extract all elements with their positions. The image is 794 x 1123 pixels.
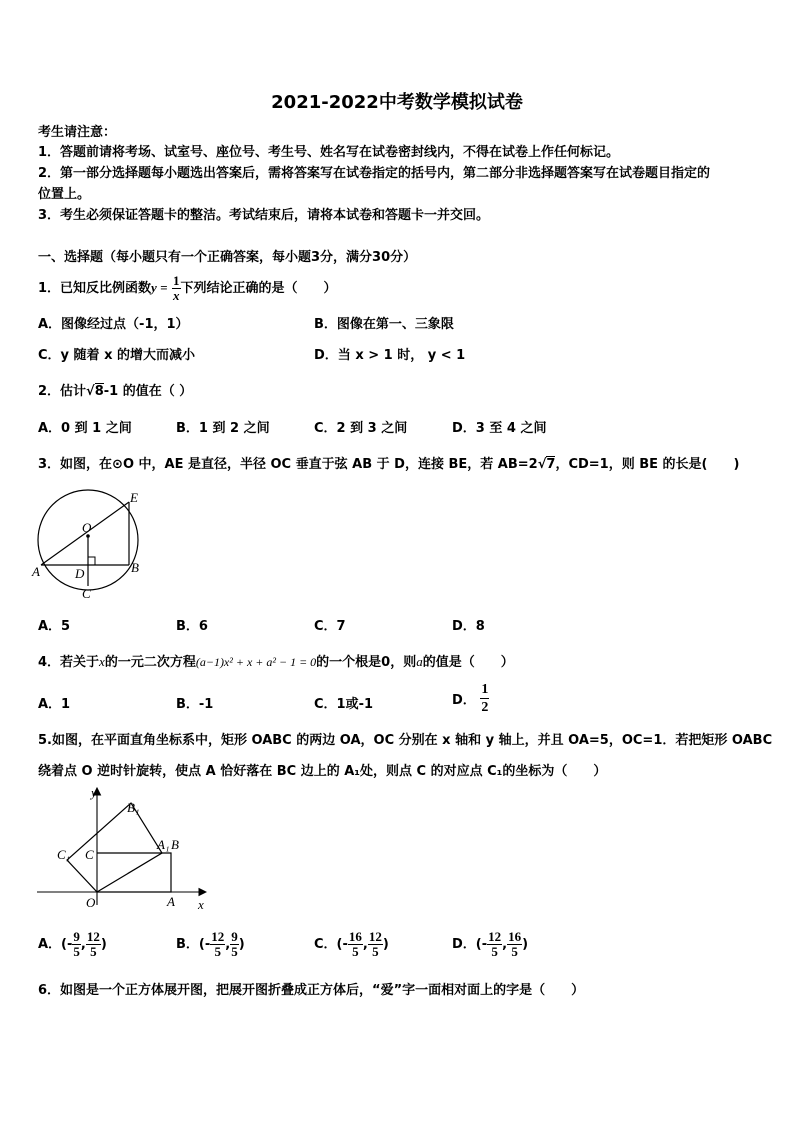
close-paren: ) [100,937,107,952]
q4-equation: (a−1)x² + x + a² − 1 = 0 [195,655,317,669]
frac-den: 5 [372,944,379,959]
q5-d-frac-2 [507,930,522,959]
label-b1: B₁ [127,800,140,815]
q4-d-den: 2 [481,700,489,715]
notice-heading: 考生请注意： [38,125,117,140]
q2-stem [38,380,192,399]
q5-option-a[interactable] [38,930,107,959]
frac-num: 12 [86,929,100,944]
q3-circle-figure [30,488,150,603]
q5-option-b[interactable] [176,930,245,959]
sqrt-icon: √ [537,457,547,472]
notice-item-3: 3．考生必须保证答题卡的整洁。考试结束后，请将本试卷和答题卡一并交回。 [38,208,490,223]
label-b: B [131,560,139,575]
q1-prefix: 1．已知反比例函数 [38,281,152,296]
q5-b-prefix: B．(- [176,937,211,952]
q3-text-b: ，CD=1，则 BE 的长是( ) [555,457,740,472]
q2-option-d[interactable]: D．3 至 4 之间 [452,421,547,436]
q2-option-b[interactable]: B．1 到 2 之间 [176,421,270,436]
q4-stem [38,651,514,670]
sqrt-icon: √ [86,384,95,399]
q4-text-d: 的值是（ ） [422,655,514,670]
frac-num: 12 [368,929,382,944]
q3-stem [38,453,739,472]
q4-var-x: x [99,654,105,669]
q1-option-b[interactable]: B．图像在第一、三象限 [314,317,454,332]
q1-stem [38,274,337,303]
label-a: A [167,894,175,909]
q5-c-frac-1 [348,930,363,959]
frac-den: 5 [214,944,221,959]
frac-num: 9 [231,929,238,944]
q5-d-prefix: D．(- [452,937,488,952]
q4-option-c[interactable]: C．1或-1 [314,697,374,712]
comma: , [225,937,231,952]
label-o: O [82,520,92,535]
q5-line-1: 5.如图，在平面直角坐标系中，矩形 OABC 的两边 OA，OC 分别在 x 轴和 y 轴上，并且 OA=5，OC=1．若把矩形 OABC [38,733,773,748]
q4-d-fraction [480,681,489,716]
q5-option-d[interactable] [452,930,528,959]
comma: , [502,937,508,952]
frac-num: 16 [348,929,362,944]
q1-option-c[interactable]: C．y 随着 x 的增大而减小 [38,348,195,363]
q2-option-c[interactable]: C．2 到 3 之间 [314,421,408,436]
q5-a-frac-2 [86,930,101,959]
q3-text-a: 3．如图，在⊙O 中，AE 是直径，半径 OC 垂直于弦 AB 于 D，连接 BE，若 AB=2 [38,457,538,472]
q4-text-b: 的一元二次方程 [104,655,196,670]
frac-den: 5 [90,944,97,959]
q4-option-a[interactable]: A．1 [38,697,71,712]
label-c: C [85,847,94,862]
page-title: 2021-2022中考数学模拟试卷 [271,92,523,113]
q3-option-d[interactable]: D．8 [452,619,485,634]
q2-suffix: -1 的值在（ ） [103,384,193,399]
q5-b-frac-1 [210,930,225,959]
notice-item-2-cont: 位置上。 [38,187,91,202]
label-e: E [130,490,138,505]
q4-d-num: 1 [481,682,489,697]
frac-num: 9 [73,929,80,944]
q3-option-a[interactable]: A．5 [38,619,71,634]
comma: , [362,937,368,952]
q1-fraction [172,274,181,303]
frac-den: 5 [352,944,359,959]
axis-label-y: y [91,785,97,800]
frac-num: 12 [211,929,225,944]
label-b: B [171,837,179,852]
label-c1: C₁ [57,847,71,862]
q2-radicand: 8 [94,384,104,399]
q5-a-frac-1 [72,930,81,959]
q4-option-b[interactable]: B．-1 [176,697,214,712]
close-paren: ) [522,937,529,952]
q3-radicand: 7 [546,457,556,472]
close-paren: ) [238,937,245,952]
q4-var-a: a [416,654,423,669]
frac-den: 5 [511,944,518,959]
q3-option-b[interactable]: B．6 [176,619,208,634]
label-o: O [86,895,96,910]
q5-d-frac-1 [487,930,502,959]
q5-c-frac-2 [368,930,383,959]
frac-den: 5 [491,944,498,959]
q6-stem: 6．如图是一个正方体展开图，把展开图折叠成正方体后，“爱”字一面相对面上的字是（ ） [38,983,585,998]
label-d: D [75,566,85,581]
label-c: C [82,586,91,601]
q2-prefix: 2．估计 [38,384,87,399]
q3-option-c[interactable]: C．7 [314,619,346,634]
frac-den: 5 [231,944,238,959]
q1-frac-num: 1 [173,273,180,288]
q1-suffix: 下列结论正确的是（ ） [180,281,337,296]
q4-text-a: 4．若关于 [38,655,100,670]
frac-num: 12 [488,929,502,944]
q5-coordinate-figure [34,782,220,912]
label-a: A [32,564,40,579]
notice-item-1: 1．答题前请将考场、试室号、座位号、考生号、姓名写在试卷密封线内，不得在试卷上作任何标记。 [38,145,620,160]
q4-option-d[interactable] [452,681,489,716]
frac-num: 16 [508,929,522,944]
q2-option-a[interactable]: A．0 到 1 之间 [38,421,132,436]
frac-den: 5 [73,944,80,959]
q5-b-frac-2 [230,930,239,959]
label-a1: A₁ [157,837,170,852]
q5-line-2: 绕着点 O 逆时针旋转，使点 A 恰好落在 BC 边上的 A₁处，则点 C 的对应点 C₁的坐标为（ ） [38,764,607,779]
q1-option-d[interactable]: D．当 x > 1 时， y < 1 [314,348,466,363]
close-paren: ) [382,937,389,952]
q1-y-eq: y = [151,280,168,295]
q5-option-c[interactable] [314,930,389,959]
notice-item-2: 2．第一部分选择题每小题选出答案后，需将答案写在试卷指定的括号内，第二部分非选择题答案写在试卷题目指定的 [38,166,711,181]
q5-a-prefix: A．(- [38,937,73,952]
section-heading: 一、选择题（每小题只有一个正确答案，每小题3分，满分30分） [38,250,417,265]
q4-text-c: 的一个根是0，则 [316,655,417,670]
q1-frac-den: x [173,288,180,303]
q5-c-prefix: C．(- [314,937,348,952]
q4-d-prefix: D． [452,693,476,708]
q1-option-a[interactable]: A．图像经过点（-1，1） [38,317,189,332]
axis-label-x: x [198,897,204,912]
comma: , [80,937,86,952]
